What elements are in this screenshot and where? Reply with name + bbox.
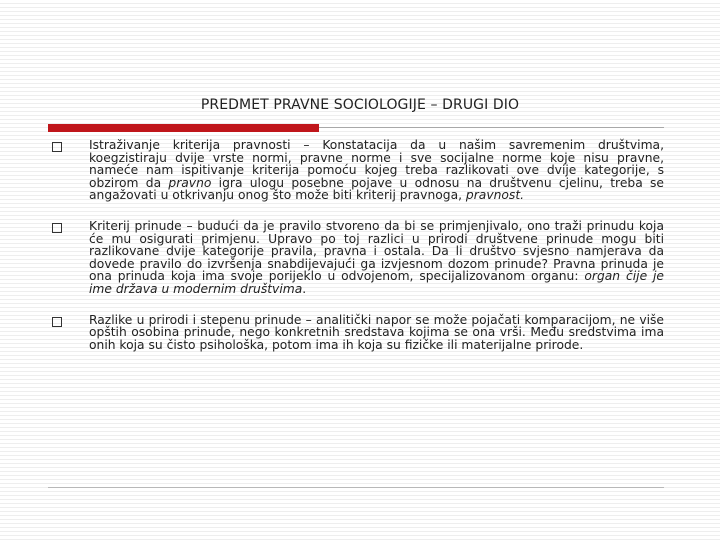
slide-title: PREDMET PRAVNE SOCIOLOGIJE – DRUGI DIO	[200, 97, 520, 113]
bullet-text-segment: igra ulogu posebne pojave u odnosu na društvenu cjelinu, treba se angažovati u otkrivanju onog što može biti kriterij pravnoga,	[89, 175, 664, 203]
bullet-item	[52, 314, 664, 352]
square-bullet-icon	[52, 317, 62, 327]
bullet-text-segment-italic: organ čije je ime država u modernim društvima	[89, 269, 664, 296]
bullet-text	[89, 314, 664, 352]
bullet-text-segment: Razlike u prirodi i stepenu prinude – analitički napor se može pojačati komparacijom, ne više opštih osobina prinude, nego konkretnih sredstava kojima se ona vrši. Među sredstvima ima onih koja su čisto psihološka, potom ima ih koja su fizičke ili materijalne prirode.	[89, 312, 664, 352]
bullet-text	[89, 139, 664, 202]
bullet-text-segment: Kriterij prinude – budući da je pravilo stvoreno da bi se primjenjivalo, ono traži prinudu koja će mu osigurati primjenu. Upravo po toj razlici u prirodi društvene prinude mogu biti razlikovane dvije kategorije pravila, pravna i ostala. Da li društvo svjesno namjerava da dovede pravilo do izvršenja snabdijevajući ga izvjesnom dozom prinude? Pravna prinuda je ona prinuda koja ima svoje porijeklo u odvojenom, specijalizovanom organu:	[89, 218, 664, 284]
title-accent-bar	[48, 124, 319, 132]
footer-divider	[48, 487, 664, 488]
title-underline	[48, 124, 664, 132]
bullet-text-segment: Istraživanje kriterija pravnosti – Konstatacija da u našim savremenim društvima, koegzistiraju dvije vrste normi, pravne norme i sve socijalne norme koje nisu pravne, nameće nam ispitivanje kriterija pomoću kojeg treba razlikovati ove dvije kategorije, s obzirom da	[89, 138, 664, 190]
bullet-text-segment-italic: pravno	[168, 175, 212, 190]
square-bullet-icon	[52, 142, 62, 152]
bullet-item	[52, 220, 664, 296]
bullet-item	[52, 139, 664, 202]
square-bullet-icon	[52, 223, 62, 233]
bullet-text	[89, 220, 664, 296]
bullet-text-segment-italic: pravnost.	[465, 188, 525, 203]
bullet-text-segment: .	[302, 281, 307, 296]
bullet-list	[52, 139, 664, 369]
